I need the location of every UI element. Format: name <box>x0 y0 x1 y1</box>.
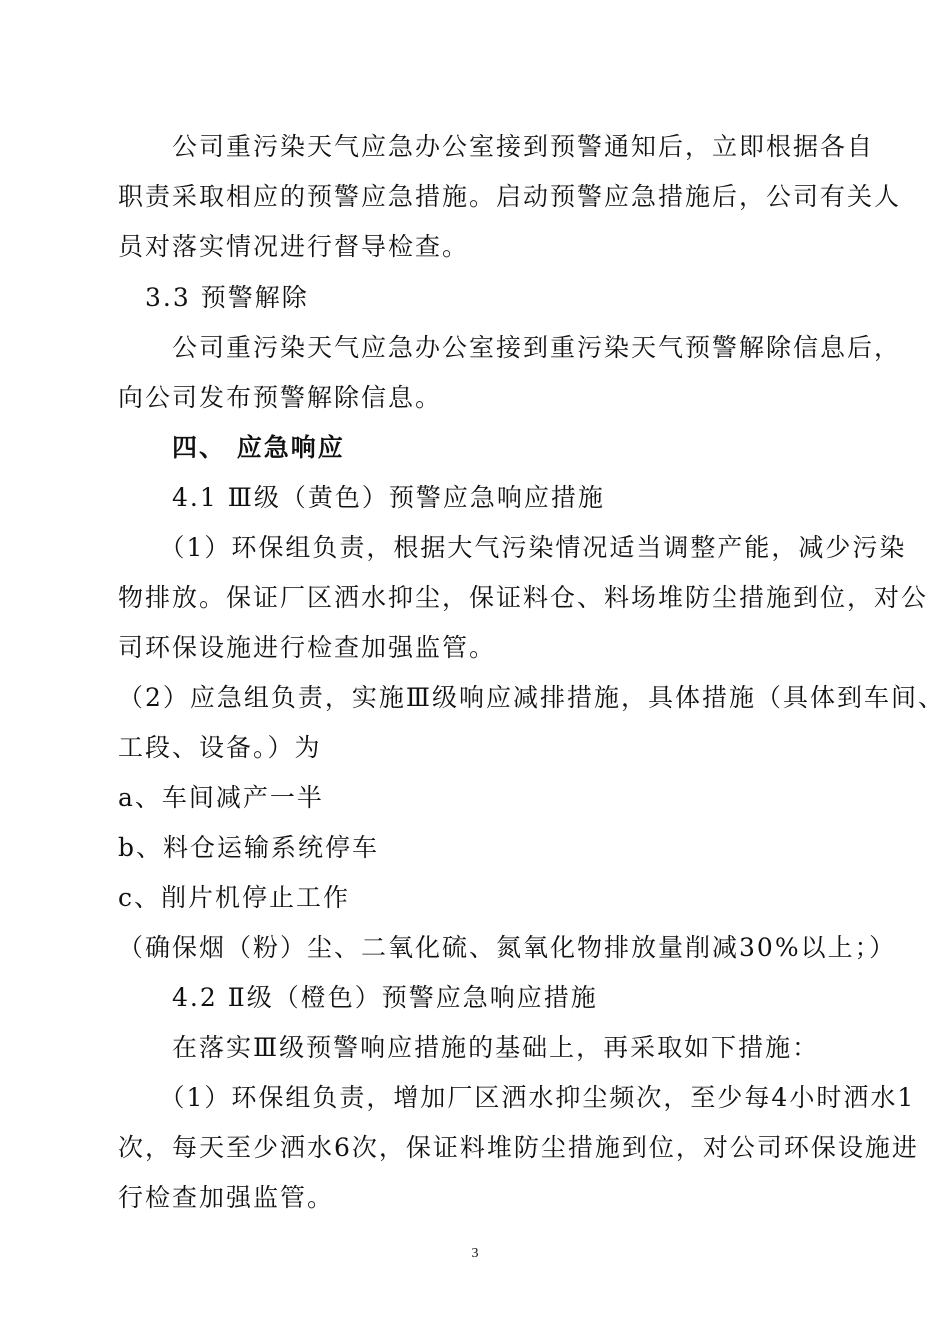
paragraph-line: 行检查加强监管。 <box>118 1183 335 1212</box>
section-heading: 4.1 Ⅲ级（黄色）预警应急响应措施 <box>118 483 605 512</box>
paragraph-line: （1）环保组负责，增加厂区洒水抑尘频次，至少每4小时洒水1 <box>118 1083 916 1112</box>
paragraph-line: 向公司发布预警解除信息。 <box>118 383 443 412</box>
list-item: c、削片机停止工作 <box>118 883 351 912</box>
list-item: b、料仓运输系统停车 <box>118 833 380 862</box>
list-item: a、车间减产一半 <box>118 783 324 812</box>
paragraph-line: 员对落实情况进行督导检查。 <box>118 232 470 261</box>
paragraph-line: 公司重污染天气应急办公室接到重污染天气预警解除信息后， <box>118 333 902 362</box>
paragraph-line: 在落实Ⅲ级预警响应措施的基础上，再采取如下措施： <box>118 1033 820 1062</box>
paragraph-line: 工段、设备。）为 <box>118 733 322 762</box>
paragraph-line: 职责采取相应的预警应急措施。启动预警应急措施后，公司有关人 <box>118 182 902 211</box>
paragraph-line: 次，每天至少洒水6次，保证料堆防尘措施到位，对公司环保设施进 <box>118 1133 919 1162</box>
paragraph-line: （确保烟（粉）尘、二氧化硫、氮氧化物排放量削减30%以上；） <box>118 933 897 962</box>
paragraph-line: 物排放。保证厂区洒水抑尘，保证料仓、料场堆防尘措施到位，对公 <box>118 583 929 612</box>
paragraph-line: （2）应急组负责，实施Ⅲ级响应减排措施，具体措施（具体到车间、 <box>118 683 946 712</box>
paragraph-line: （1）环保组负责，根据大气污染情况适当调整产能，减少污染 <box>118 533 907 562</box>
section-heading: 4.2 Ⅱ级（橙色）预警应急响应措施 <box>118 983 598 1012</box>
paragraph-line: 司环保设施进行检查加强监管。 <box>118 633 497 662</box>
page-number: 3 <box>471 1246 479 1261</box>
chapter-heading: 四、 应急响应 <box>118 433 345 462</box>
section-heading: 3.3 预警解除 <box>118 283 309 312</box>
paragraph-line: 公司重污染天气应急办公室接到预警通知后，立即根据各自 <box>118 132 875 161</box>
